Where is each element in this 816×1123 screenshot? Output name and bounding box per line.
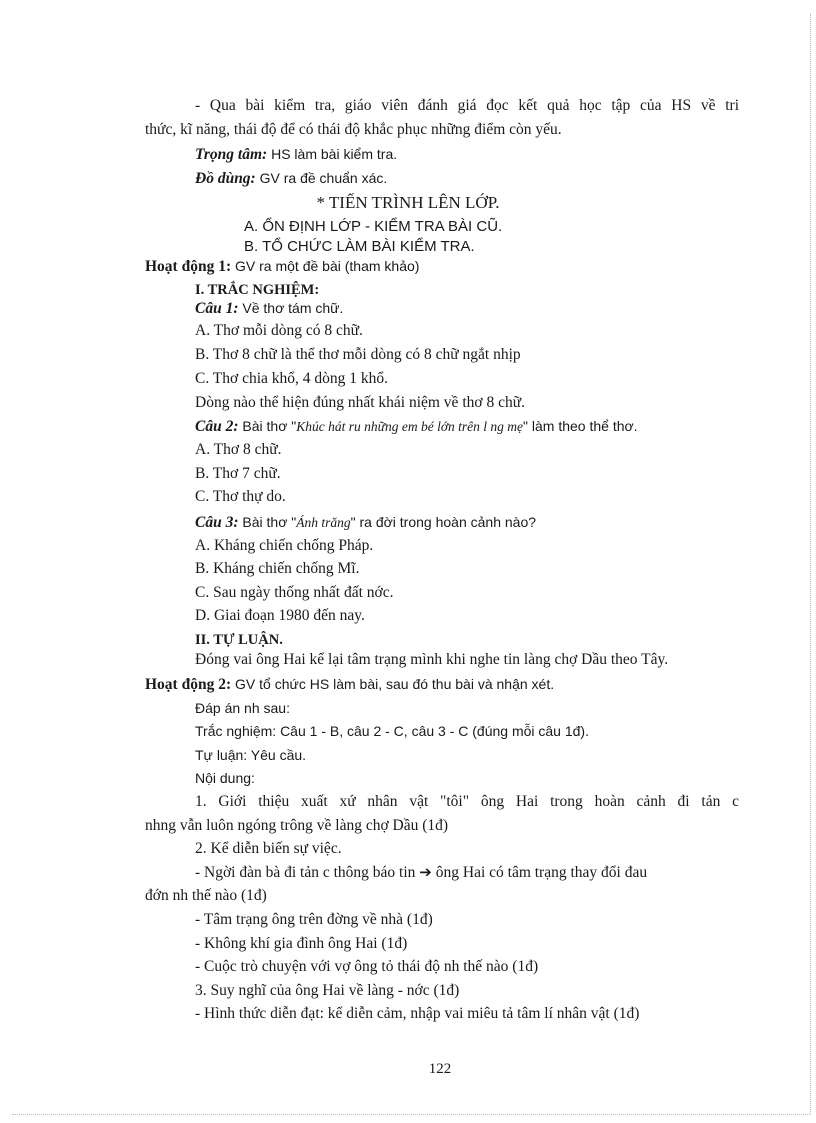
materials-line: [195, 168, 387, 189]
procedure-heading: * TIẾN TRÌNH LÊN LỚP.: [316, 193, 500, 212]
answer-point-1-line-1: 1. Giới thiệu xuất xứ nhân vật "tôi" ông Hai trong hoàn cảnh đi tản c: [195, 793, 739, 810]
question-2: [195, 416, 638, 437]
question-1-prompt: Dòng nào thể hiện đúng nhất khái niệm về thơ 8 chữ.: [195, 394, 525, 411]
activity-2-line: [145, 674, 554, 695]
question-3-option-b: B. Kháng chiến chống Mĩ.: [195, 560, 360, 577]
section-1-title: I. TRẮC NGHIỆM:: [195, 282, 320, 298]
answer-point-2-a-text-1: - Ngời đàn bà đi tản c thông báo tin: [195, 864, 416, 881]
materials-text: GV ra đề chuẩn xác.: [255, 170, 388, 186]
activity-1-text: GV ra một đề bài (tham khảo): [231, 258, 420, 274]
page-number: 122: [428, 1061, 452, 1077]
heading-part-b: B. TỔ CHỨC LÀM BÀI KIỂM TRA.: [244, 238, 475, 255]
question-2-text-before: Bài thơ ": [238, 418, 297, 434]
question-1-label: Câu 1:: [195, 300, 239, 317]
section-2-title: II. TỰ LUẬN.: [195, 632, 283, 648]
question-1-option-a: A. Thơ mỗi dòng có 8 chữ.: [195, 322, 363, 339]
answer-point-2-d: - Cuộc trò chuyện với vợ ông tỏ thái độ nh thế nào (1đ): [195, 958, 539, 975]
question-1-text: Về thơ tám chữ.: [238, 300, 344, 316]
question-1-option-c: C. Thơ chia khổ, 4 dòng 1 khổ.: [195, 370, 389, 387]
focus-text: HS làm bài kiểm tra.: [267, 146, 398, 162]
answer-point-1-line-2: nhng vẫn luôn ngóng trông về làng chợ Dầu (1đ): [145, 817, 449, 834]
answer-point-2-b: - Tâm trạng ông trên đờng về nhà (1đ): [195, 911, 433, 928]
question-2-option-b: B. Thơ 7 chữ.: [195, 465, 281, 482]
question-2-text-after: " làm theo thể thơ.: [523, 418, 638, 434]
heading-part-a: A. ỔN ĐỊNH LỚP - KIỂM TRA BÀI CŨ.: [244, 218, 503, 235]
question-2-poem-title: Khúc hát ru những em bé lớn trên l ng mẹ: [296, 419, 524, 434]
answer-point-2-a-line-1: [195, 862, 647, 883]
activity-2-label: Hoạt động 2:: [145, 676, 232, 693]
answer-intro: Đáp án nh sau:: [195, 700, 290, 716]
intro-line-2: thức, kĩ năng, thái độ để có thái độ khắc phục những điểm còn yếu.: [145, 121, 562, 138]
activity-2-text: GV tổ chức HS làm bài, sau đó thu bài và nhận xét.: [231, 676, 555, 692]
page-border-bottom: [12, 1114, 810, 1115]
activity-1-label: Hoạt động 1:: [145, 258, 232, 275]
answer-point-2: 2. Kể diễn biến sự việc.: [195, 840, 342, 857]
question-3-option-d: D. Giai đoạn 1980 đến nay.: [195, 607, 365, 624]
focus-line: [195, 144, 397, 165]
question-3-text-before: Bài thơ ": [238, 514, 297, 530]
question-1-option-b: B. Thơ 8 chữ là thể thơ mỗi dòng có 8 chữ ngắt nhịp: [195, 346, 521, 363]
section-2-text: Đóng vai ông Hai kể lại tâm trạng mình khi nghe tin làng chợ Dầu theo Tây.: [195, 651, 669, 668]
materials-label: Đồ dùng:: [195, 170, 256, 187]
answer-point-2-a-line-2: đớn nh thế nào (1đ): [145, 887, 267, 904]
question-3-poem-title: Ánh trăng: [296, 515, 351, 530]
answer-point-2-c: - Không khí gia đình ông Hai (1đ): [195, 935, 408, 952]
question-3-text-after: " ra đời trong hoàn cảnh nào?: [350, 514, 537, 530]
page-border-right: [810, 14, 811, 1114]
answer-point-2-a-text-2: ông Hai có tâm trạng thay đổi đau: [431, 864, 648, 881]
question-3: [195, 512, 536, 533]
answer-content-label: Nội dung:: [195, 770, 255, 786]
question-2-option-c: C. Thơ thự do.: [195, 488, 286, 505]
answer-point-3-a: - Hình thức diễn đạt: kể diễn cảm, nhập vai miêu tả tâm lí nhân vật (1đ): [195, 1005, 640, 1022]
focus-label: Trọng tâm:: [195, 146, 268, 163]
arrow-right-icon: ➔: [419, 863, 432, 881]
activity-1-line: [145, 256, 419, 277]
answer-point-3: 3. Suy nghĩ của ông Hai về làng - nớc (1đ): [195, 982, 460, 999]
question-3-label: Câu 3:: [195, 514, 239, 531]
intro-line-1: - Qua bài kiểm tra, giáo viên đánh giá đọc kết quả học tập của HS về tri: [195, 97, 739, 114]
question-3-option-a: A. Kháng chiến chống Pháp.: [195, 537, 374, 554]
question-1: [195, 298, 343, 319]
question-2-label: Câu 2:: [195, 418, 239, 435]
question-3-option-c: C. Sau ngày thống nhất đất nớc.: [195, 584, 394, 601]
question-2-option-a: A. Thơ 8 chữ.: [195, 441, 282, 458]
answer-multiple-choice: Trắc nghiệm: Câu 1 - B, câu 2 - C, câu 3 - C (đúng mỗi câu 1đ).: [195, 723, 589, 739]
answer-essay: Tự luận: Yêu cầu.: [195, 747, 307, 763]
